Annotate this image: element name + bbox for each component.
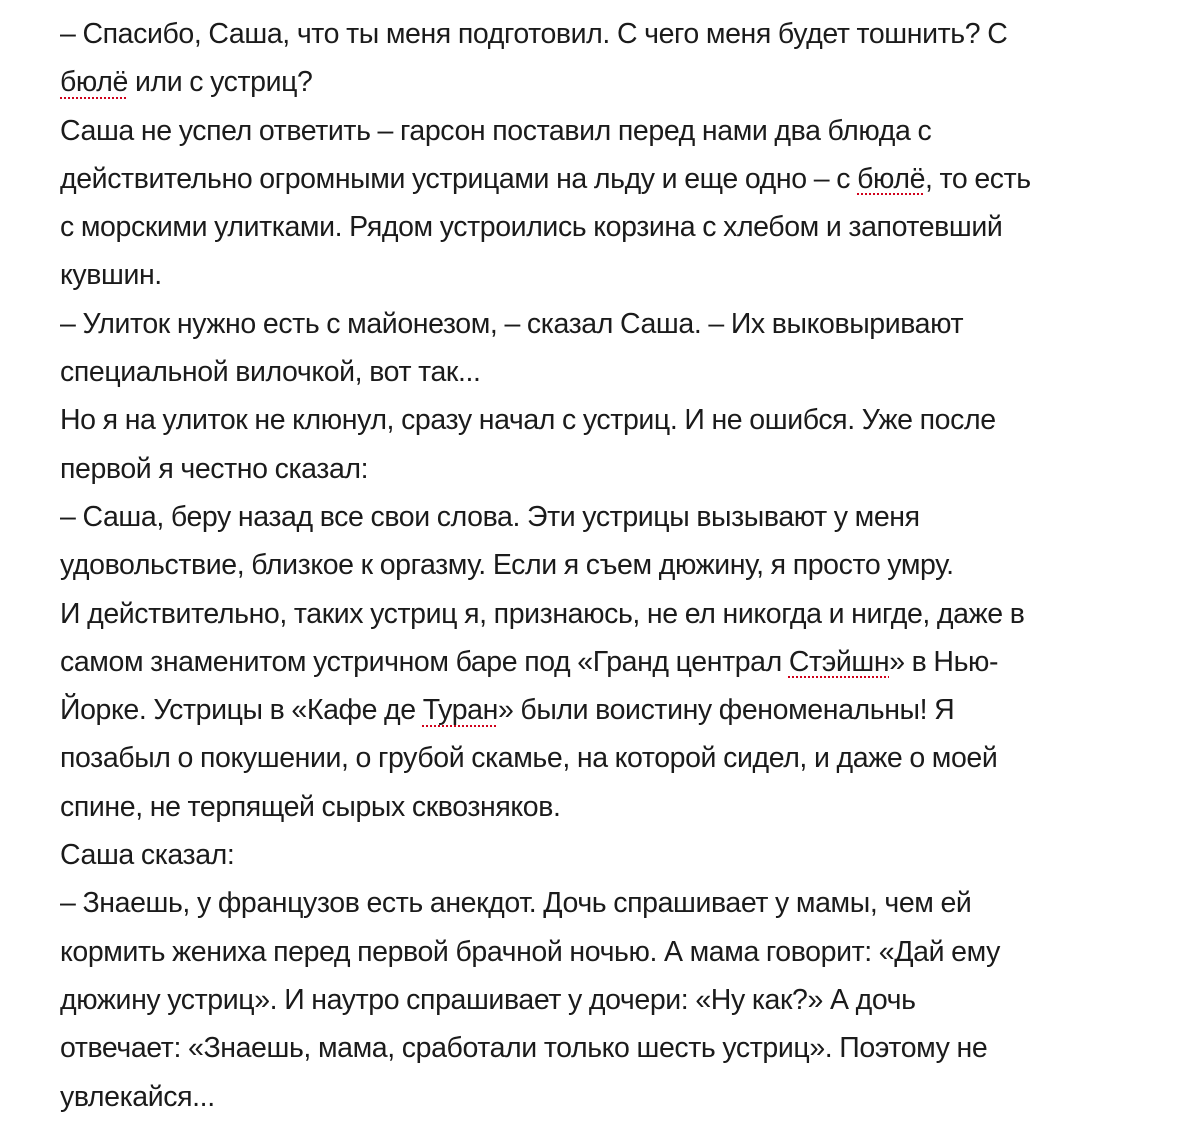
text-line bbox=[60, 10, 1190, 58]
line-text: увлекайся... bbox=[60, 1080, 215, 1113]
text-line bbox=[60, 1073, 1190, 1121]
line-text: » в Нью- bbox=[889, 645, 999, 678]
line-text: удовольствие, близкое к оргазму. Если я съем дюжину, я просто умру. bbox=[60, 549, 954, 582]
text-line bbox=[60, 155, 1190, 203]
line-text: отвечает: «Знаешь, мама, сработали только шесть устриц». Поэтому не bbox=[60, 1032, 988, 1065]
text-line bbox=[60, 251, 1190, 299]
text-line bbox=[60, 879, 1190, 927]
line-text: Саша сказал: bbox=[60, 839, 235, 872]
line-text: дюжину устриц». И наутро спрашивает у дочери: «Ну как?» А дочь bbox=[60, 983, 916, 1016]
line-text: кувшин. bbox=[60, 259, 162, 292]
text-line bbox=[60, 928, 1190, 976]
line-text: Саша не успел ответить – гарсон поставил перед нами два блюда с bbox=[60, 114, 932, 147]
document-body bbox=[60, 10, 1190, 1121]
line-text: первой я честно сказал: bbox=[60, 452, 369, 485]
line-text: Йорке. Устрицы в «Кафе де bbox=[60, 694, 423, 727]
text-line bbox=[60, 590, 1190, 638]
text-line bbox=[60, 203, 1190, 251]
line-text: – Улиток нужно есть с майонезом, – сказал Саша. – Их выковыривают bbox=[60, 307, 964, 340]
line-text: специальной вилочкой, вот так... bbox=[60, 356, 481, 389]
line-text: действительно огромными устрицами на льду и еще одно – с bbox=[60, 162, 858, 195]
text-line bbox=[60, 976, 1190, 1024]
line-text: – Знаешь, у французов есть анекдот. Дочь спрашивает у мамы, чем ей bbox=[60, 887, 972, 920]
spellcheck-word[interactable]: бюлё bbox=[857, 162, 926, 195]
text-line bbox=[60, 493, 1190, 541]
line-text: самом знаменитом устричном баре под «Гранд централ bbox=[60, 645, 789, 678]
text-line bbox=[60, 396, 1190, 444]
line-text: или с устриц? bbox=[127, 66, 313, 99]
text-line bbox=[60, 1024, 1190, 1072]
line-text: , то есть bbox=[925, 162, 1031, 195]
line-text: позабыл о покушении, о грубой скамье, на которой сидел, и даже о моей bbox=[60, 742, 998, 775]
line-text: с морскими улитками. Рядом устроились корзина с хлебом и запотевший bbox=[60, 211, 1003, 244]
text-line bbox=[60, 58, 1190, 106]
text-line bbox=[60, 300, 1190, 348]
line-text: кормить жениха перед первой брачной ночью. А мама говорит: «Дай ему bbox=[60, 935, 1000, 968]
line-text: – Спасибо, Саша, что ты меня подготовил. С чего меня будет тошнить? С bbox=[60, 18, 1008, 50]
spellcheck-word[interactable]: Туран bbox=[422, 694, 498, 727]
text-line bbox=[60, 831, 1190, 879]
line-text: спине, не терпящей сырых сквозняков. bbox=[60, 790, 561, 823]
spellcheck-word[interactable]: Стэйшн bbox=[788, 645, 890, 678]
text-line bbox=[60, 783, 1190, 831]
text-line bbox=[60, 541, 1190, 589]
line-text: » были воистину феноменальны! Я bbox=[497, 694, 955, 727]
text-line bbox=[60, 107, 1190, 155]
line-text: – Саша, беру назад все свои слова. Эти устрицы вызывают у меня bbox=[60, 500, 920, 533]
spellcheck-word[interactable]: бюлё bbox=[60, 66, 128, 99]
text-line bbox=[60, 445, 1190, 493]
text-line bbox=[60, 348, 1190, 396]
text-line bbox=[60, 734, 1190, 782]
line-text: И действительно, таких устриц я, признаюсь, не ел никогда и нигде, даже в bbox=[60, 597, 1025, 630]
text-line bbox=[60, 638, 1190, 686]
text-line bbox=[60, 686, 1190, 734]
line-text: Но я на улиток не клюнул, сразу начал с устриц. И не ошибся. Уже после bbox=[60, 404, 996, 437]
